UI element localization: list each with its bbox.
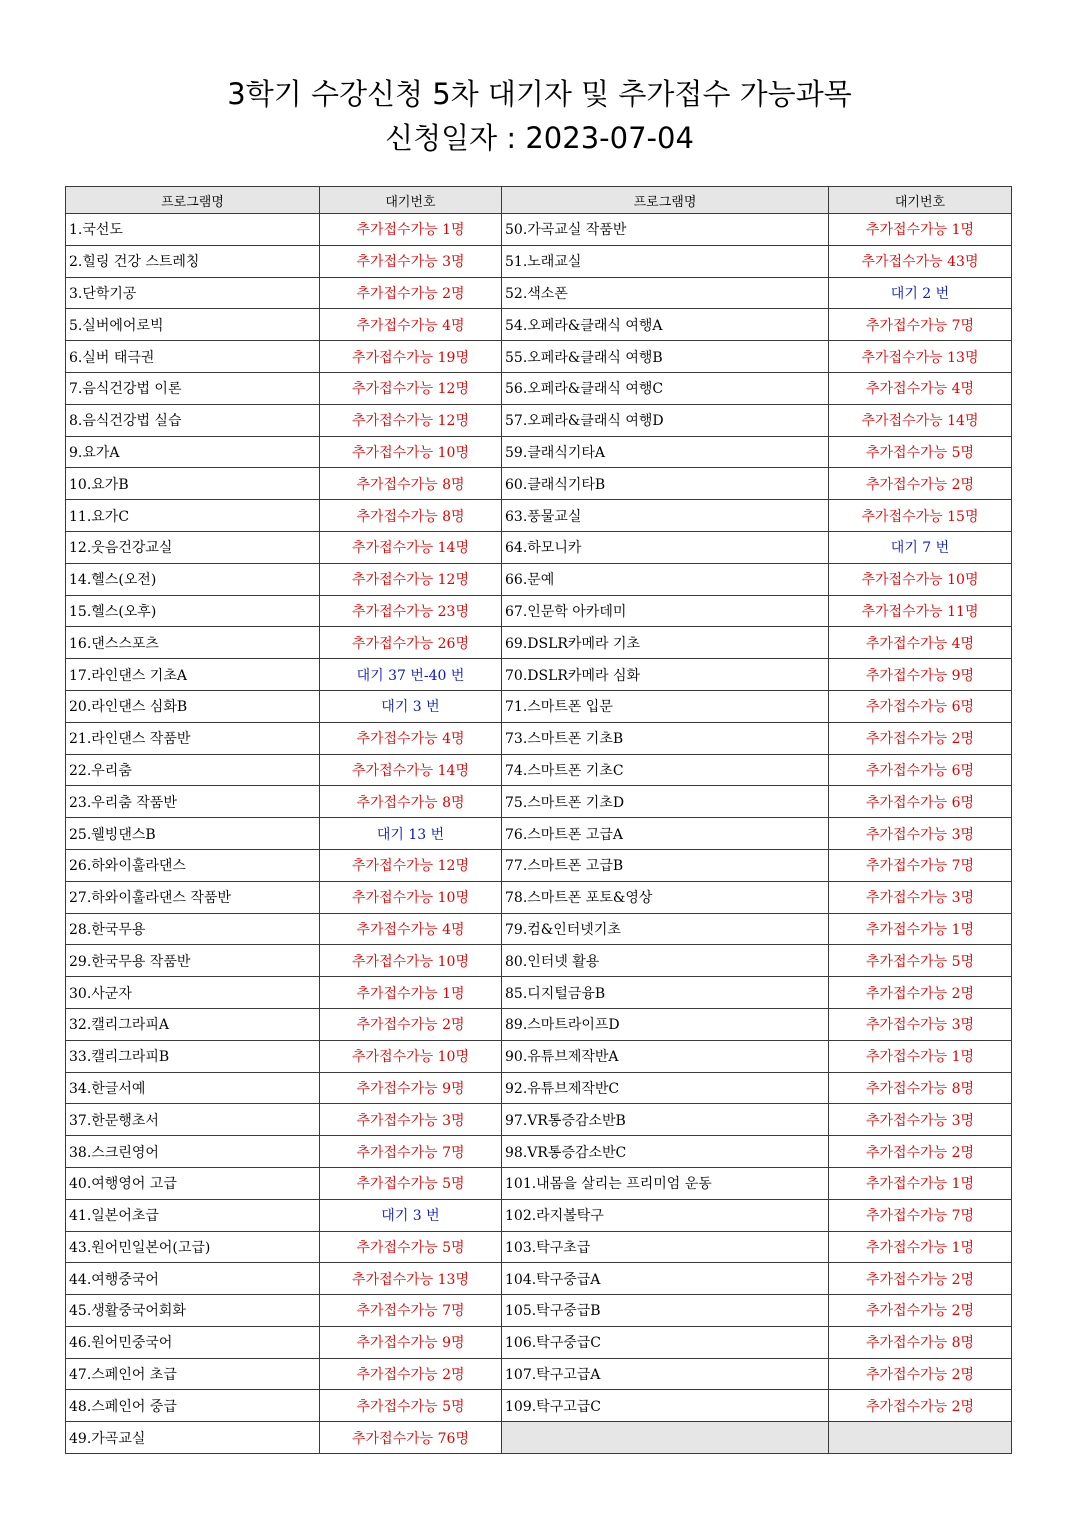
- table-row: [66, 1422, 1012, 1454]
- table-row: [66, 1072, 1012, 1104]
- table-row: [66, 1358, 1012, 1390]
- status-right: 추가접수가능 2명: [829, 722, 1012, 754]
- program-name-left: 11.요가C: [66, 500, 320, 532]
- status-right: 추가접수가능 2명: [829, 1263, 1012, 1295]
- program-name-right: 105.탁구중급B: [502, 1295, 829, 1327]
- status-left: 추가접수가능 4명: [320, 913, 502, 945]
- table-row: [66, 627, 1012, 659]
- program-name-right: 71.스마트폰 입문: [502, 690, 829, 722]
- program-name-left: 38.스크린영어: [66, 1136, 320, 1168]
- program-name-right: 54.오페라&클래식 여행A: [502, 309, 829, 341]
- program-name-left: 46.원어민중국어: [66, 1326, 320, 1358]
- program-name-right: 74.스마트폰 기초C: [502, 754, 829, 786]
- program-name-right: 85.디지털금융B: [502, 977, 829, 1009]
- program-name-left: 43.원어민일본어(고급): [66, 1231, 320, 1263]
- status-right: 추가접수가능 14명: [829, 404, 1012, 436]
- program-name-left: 20.라인댄스 심화B: [66, 690, 320, 722]
- table-row: [66, 818, 1012, 850]
- program-name-right: 107.탁구고급A: [502, 1358, 829, 1390]
- status-left: 추가접수가능 2명: [320, 277, 502, 309]
- status-left: 추가접수가능 1명: [320, 214, 502, 246]
- program-name-right: 101.내몸을 살리는 프리미엄 운동: [502, 1167, 829, 1199]
- table-row: [66, 372, 1012, 404]
- status-right: 추가접수가능 2명: [829, 1136, 1012, 1168]
- program-name-left: 28.한국무용: [66, 913, 320, 945]
- status-right: 추가접수가능 1명: [829, 214, 1012, 246]
- status-right: 추가접수가능 43명: [829, 245, 1012, 277]
- program-name-left: 8.음식건강법 실습: [66, 404, 320, 436]
- program-name-right: 66.문예: [502, 563, 829, 595]
- program-name-left: 25.웰빙댄스B: [66, 818, 320, 850]
- table-row: [66, 531, 1012, 563]
- table-row: [66, 913, 1012, 945]
- program-name-left: 23.우리춤 작품반: [66, 786, 320, 818]
- status-left: 대기 3 번: [320, 1199, 502, 1231]
- status-left: 대기 13 번: [320, 818, 502, 850]
- table-row: [66, 563, 1012, 595]
- program-name-left: 2.힐링 건강 스트레칭: [66, 245, 320, 277]
- table-row: [66, 690, 1012, 722]
- table-row: [66, 1104, 1012, 1136]
- program-name-left: 14.헬스(오전): [66, 563, 320, 595]
- status-left: 추가접수가능 10명: [320, 436, 502, 468]
- table-row: [66, 1263, 1012, 1295]
- program-name-left: 22.우리춤: [66, 754, 320, 786]
- status-right: 추가접수가능 1명: [829, 913, 1012, 945]
- status-right: 추가접수가능 3명: [829, 818, 1012, 850]
- header-program-left: 프로그램명: [66, 187, 320, 214]
- program-name-right: 70.DSLR카메라 심화: [502, 659, 829, 691]
- table-row: [66, 468, 1012, 500]
- program-name-right: 92.유튜브제작반C: [502, 1072, 829, 1104]
- program-name-right: 75.스마트폰 기초D: [502, 786, 829, 818]
- status-right: 추가접수가능 5명: [829, 436, 1012, 468]
- program-name-left: 5.실버에어로빅: [66, 309, 320, 341]
- program-name-left: 41.일본어초급: [66, 1199, 320, 1231]
- table-row: [66, 595, 1012, 627]
- status-right: 추가접수가능 1명: [829, 1231, 1012, 1263]
- program-name-right: 52.색소폰: [502, 277, 829, 309]
- status-right: 추가접수가능 7명: [829, 1199, 1012, 1231]
- program-name-right: 50.가곡교실 작품반: [502, 214, 829, 246]
- table-row: [66, 309, 1012, 341]
- status-left: 추가접수가능 9명: [320, 1326, 502, 1358]
- table-row: [66, 945, 1012, 977]
- program-name-right: 98.VR통증감소반C: [502, 1136, 829, 1168]
- status-right: 추가접수가능 3명: [829, 881, 1012, 913]
- program-name-left: 9.요가A: [66, 436, 320, 468]
- status-left: 추가접수가능 4명: [320, 309, 502, 341]
- course-table: [65, 186, 1012, 1454]
- status-left: 추가접수가능 12명: [320, 849, 502, 881]
- status-left: 추가접수가능 7명: [320, 1295, 502, 1327]
- table-body: [66, 214, 1012, 1454]
- program-name-right: 102.라지볼탁구: [502, 1199, 829, 1231]
- status-right: 추가접수가능 1명: [829, 1040, 1012, 1072]
- status-right: 추가접수가능 8명: [829, 1072, 1012, 1104]
- table-row: [66, 1326, 1012, 1358]
- program-name-right: 80.인터넷 활용: [502, 945, 829, 977]
- status-left: 대기 37 번-40 번: [320, 659, 502, 691]
- table-row: [66, 1390, 1012, 1422]
- program-name-right: 76.스마트폰 고급A: [502, 818, 829, 850]
- status-left: 추가접수가능 14명: [320, 754, 502, 786]
- status-left: 추가접수가능 8명: [320, 500, 502, 532]
- status-left: 추가접수가능 9명: [320, 1072, 502, 1104]
- table-row: [66, 436, 1012, 468]
- status-left: 추가접수가능 3명: [320, 1104, 502, 1136]
- status-left: 추가접수가능 23명: [320, 595, 502, 627]
- status-left: 추가접수가능 5명: [320, 1390, 502, 1422]
- program-name-right: 56.오페라&클래식 여행C: [502, 372, 829, 404]
- table-header-row: [66, 187, 1012, 214]
- status-left: 추가접수가능 2명: [320, 1008, 502, 1040]
- status-left: 추가접수가능 26명: [320, 627, 502, 659]
- program-name-left: 27.하와이훌라댄스 작품반: [66, 881, 320, 913]
- program-name-right: 55.오페라&클래식 여행B: [502, 341, 829, 373]
- program-name-right: 106.탁구중급C: [502, 1326, 829, 1358]
- program-name-right: 59.클래식기타A: [502, 436, 829, 468]
- program-name-right: 89.스마트라이프D: [502, 1008, 829, 1040]
- status-left: 추가접수가능 5명: [320, 1231, 502, 1263]
- status-right: 추가접수가능 9명: [829, 659, 1012, 691]
- program-name-right: 78.스마트폰 포토&영상: [502, 881, 829, 913]
- status-right: [829, 1422, 1012, 1454]
- status-right: 추가접수가능 2명: [829, 468, 1012, 500]
- program-name-right: 69.DSLR카메라 기초: [502, 627, 829, 659]
- table-row: [66, 881, 1012, 913]
- table-row: [66, 722, 1012, 754]
- program-name-right: 51.노래교실: [502, 245, 829, 277]
- program-name-left: 16.댄스스포츠: [66, 627, 320, 659]
- status-left: 추가접수가능 10명: [320, 945, 502, 977]
- status-right: 추가접수가능 6명: [829, 690, 1012, 722]
- program-name-right: 67.인문학 아카데미: [502, 595, 829, 627]
- table-row: [66, 214, 1012, 246]
- application-date: 신청일자 : 2023-07-04: [385, 121, 694, 155]
- status-right: 추가접수가능 1명: [829, 1167, 1012, 1199]
- status-right: 추가접수가능 7명: [829, 849, 1012, 881]
- table-row: [66, 1199, 1012, 1231]
- status-right: 추가접수가능 11명: [829, 595, 1012, 627]
- table-row: [66, 1295, 1012, 1327]
- program-name-right: 77.스마트폰 고급B: [502, 849, 829, 881]
- program-name-left: 12.웃음건강교실: [66, 531, 320, 563]
- table-row: [66, 341, 1012, 373]
- program-name-left: 49.가곡교실: [66, 1422, 320, 1454]
- table-row: [66, 1008, 1012, 1040]
- program-name-left: 34.한글서예: [66, 1072, 320, 1104]
- status-right: 추가접수가능 3명: [829, 1104, 1012, 1136]
- program-name-left: 30.사군자: [66, 977, 320, 1009]
- program-name-left: 1.국선도: [66, 214, 320, 246]
- status-right: 추가접수가능 2명: [829, 1358, 1012, 1390]
- status-left: 대기 3 번: [320, 690, 502, 722]
- program-name-right: 63.풍물교실: [502, 500, 829, 532]
- program-name-left: 26.하와이훌라댄스: [66, 849, 320, 881]
- status-right: 추가접수가능 4명: [829, 627, 1012, 659]
- program-name-left: 37.한문행초서: [66, 1104, 320, 1136]
- status-right: 추가접수가능 4명: [829, 372, 1012, 404]
- status-right: 추가접수가능 6명: [829, 786, 1012, 818]
- program-name-left: 47.스페인어 초급: [66, 1358, 320, 1390]
- program-name-right: 90.유튜브제작반A: [502, 1040, 829, 1072]
- program-name-right: 97.VR통증감소반B: [502, 1104, 829, 1136]
- header-program-right: 프로그램명: [502, 187, 829, 214]
- program-name-left: 3.단학기공: [66, 277, 320, 309]
- status-left: 추가접수가능 8명: [320, 786, 502, 818]
- status-right: 추가접수가능 13명: [829, 341, 1012, 373]
- status-left: 추가접수가능 8명: [320, 468, 502, 500]
- status-right: 추가접수가능 6명: [829, 754, 1012, 786]
- program-name-left: 45.생활중국어회화: [66, 1295, 320, 1327]
- program-name-left: 33.캘리그라피B: [66, 1040, 320, 1072]
- program-name-left: 10.요가B: [66, 468, 320, 500]
- program-name-left: 32.캘리그라피A: [66, 1008, 320, 1040]
- header-waitno-right: 대기번호: [829, 187, 1012, 214]
- status-right: 추가접수가능 2명: [829, 1295, 1012, 1327]
- program-name-right: 109.탁구고급C: [502, 1390, 829, 1422]
- status-right: 추가접수가능 7명: [829, 309, 1012, 341]
- program-name-left: 40.여행영어 고급: [66, 1167, 320, 1199]
- page-title: 3학기 수강신청 5차 대기자 및 추가접수 가능과목: [227, 77, 852, 111]
- status-left: 추가접수가능 7명: [320, 1136, 502, 1168]
- status-right: 추가접수가능 2명: [829, 1390, 1012, 1422]
- status-left: 추가접수가능 76명: [320, 1422, 502, 1454]
- program-name-left: 48.스페인어 중급: [66, 1390, 320, 1422]
- program-name-left: 29.한국무용 작품반: [66, 945, 320, 977]
- program-name-left: 7.음식건강법 이론: [66, 372, 320, 404]
- program-name-right: 57.오페라&클래식 여행D: [502, 404, 829, 436]
- table-row: [66, 1167, 1012, 1199]
- table-row: [66, 277, 1012, 309]
- status-right: 대기 7 번: [829, 531, 1012, 563]
- status-left: 추가접수가능 10명: [320, 1040, 502, 1072]
- table-row: [66, 500, 1012, 532]
- program-name-left: 17.라인댄스 기초A: [66, 659, 320, 691]
- status-left: 추가접수가능 12명: [320, 372, 502, 404]
- program-name-left: 15.헬스(오후): [66, 595, 320, 627]
- status-right: 추가접수가능 2명: [829, 977, 1012, 1009]
- program-name-right: [502, 1422, 829, 1454]
- table-row: [66, 245, 1012, 277]
- status-left: 추가접수가능 19명: [320, 341, 502, 373]
- program-name-right: 103.탁구초급: [502, 1231, 829, 1263]
- table-row: [66, 659, 1012, 691]
- status-right: 대기 2 번: [829, 277, 1012, 309]
- program-name-left: 44.여행중국어: [66, 1263, 320, 1295]
- status-left: 추가접수가능 4명: [320, 722, 502, 754]
- status-right: 추가접수가능 10명: [829, 563, 1012, 595]
- status-right: 추가접수가능 5명: [829, 945, 1012, 977]
- status-left: 추가접수가능 5명: [320, 1167, 502, 1199]
- status-right: 추가접수가능 15명: [829, 500, 1012, 532]
- program-name-right: 104.탁구중급A: [502, 1263, 829, 1295]
- program-name-left: 21.라인댄스 작품반: [66, 722, 320, 754]
- table-row: [66, 1136, 1012, 1168]
- status-left: 추가접수가능 2명: [320, 1358, 502, 1390]
- table-row: [66, 754, 1012, 786]
- program-name-left: 6.실버 태극권: [66, 341, 320, 373]
- program-name-right: 64.하모니카: [502, 531, 829, 563]
- table-row: [66, 849, 1012, 881]
- program-name-right: 79.컴&인터넷기초: [502, 913, 829, 945]
- status-left: 추가접수가능 12명: [320, 404, 502, 436]
- table-row: [66, 977, 1012, 1009]
- status-right: 추가접수가능 3명: [829, 1008, 1012, 1040]
- header-waitno-left: 대기번호: [320, 187, 502, 214]
- status-left: 추가접수가능 1명: [320, 977, 502, 1009]
- program-name-right: 60.클래식기타B: [502, 468, 829, 500]
- table-row: [66, 786, 1012, 818]
- program-name-right: 73.스마트폰 기초B: [502, 722, 829, 754]
- status-left: 추가접수가능 3명: [320, 245, 502, 277]
- table-row: [66, 1040, 1012, 1072]
- status-left: 추가접수가능 14명: [320, 531, 502, 563]
- table-row: [66, 404, 1012, 436]
- status-left: 추가접수가능 12명: [320, 563, 502, 595]
- status-left: 추가접수가능 13명: [320, 1263, 502, 1295]
- table-row: [66, 1231, 1012, 1263]
- status-left: 추가접수가능 10명: [320, 881, 502, 913]
- status-right: 추가접수가능 8명: [829, 1326, 1012, 1358]
